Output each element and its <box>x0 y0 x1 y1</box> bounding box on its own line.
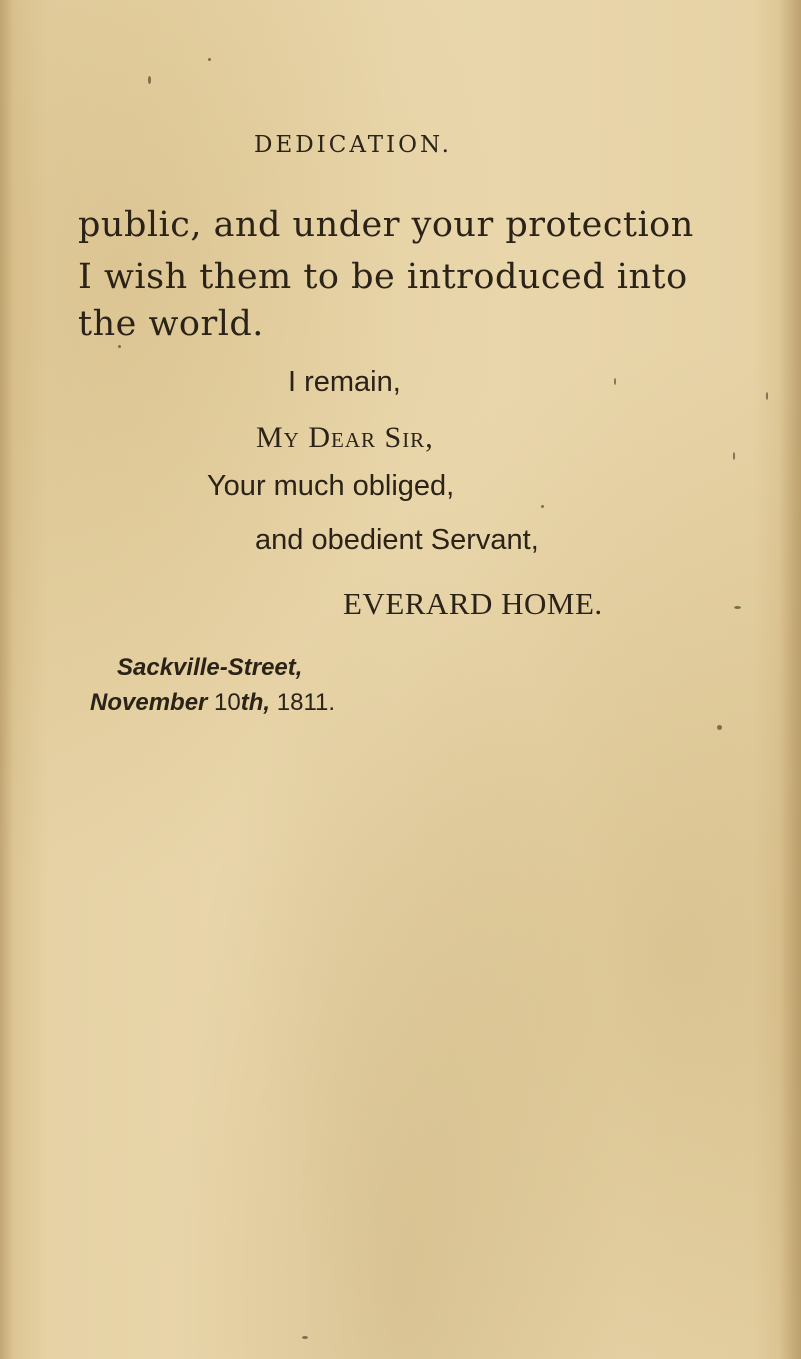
paper-speck <box>208 58 211 61</box>
body-line-2: I wish them to be introduced into <box>78 257 688 297</box>
paper-speck <box>541 505 544 508</box>
closing-servant: and obedient Servant, <box>255 524 539 556</box>
paper-speck <box>302 1336 308 1339</box>
dateline-place: Sackville-Street, <box>117 654 303 681</box>
paper-speck <box>733 452 735 460</box>
paper-speck <box>118 345 121 348</box>
closing-remain: I remain, <box>288 366 401 398</box>
page-left-edge <box>0 0 14 1359</box>
closing-salutation: My Dear Sir, <box>256 421 434 454</box>
dateline-day-number: 10 <box>214 689 241 716</box>
paper-speck <box>614 378 616 385</box>
closing-obliged: Your much obliged, <box>207 470 455 502</box>
signature: EVERARD HOME. <box>343 586 603 621</box>
paper-speck <box>734 606 741 609</box>
dateline-day-suffix: th, <box>240 689 271 716</box>
body-line-3: the world. <box>78 304 264 344</box>
dateline-year: 1811. <box>276 689 336 716</box>
body-line-1: public, and under your protection <box>78 205 694 245</box>
page-right-edge <box>779 0 801 1359</box>
dateline-month: November <box>90 689 208 716</box>
page-header: DEDICATION. <box>254 132 452 158</box>
paper-speck <box>766 392 768 400</box>
paper-speck <box>148 76 151 84</box>
dateline-date <box>90 689 335 717</box>
paper-speck <box>717 725 722 730</box>
